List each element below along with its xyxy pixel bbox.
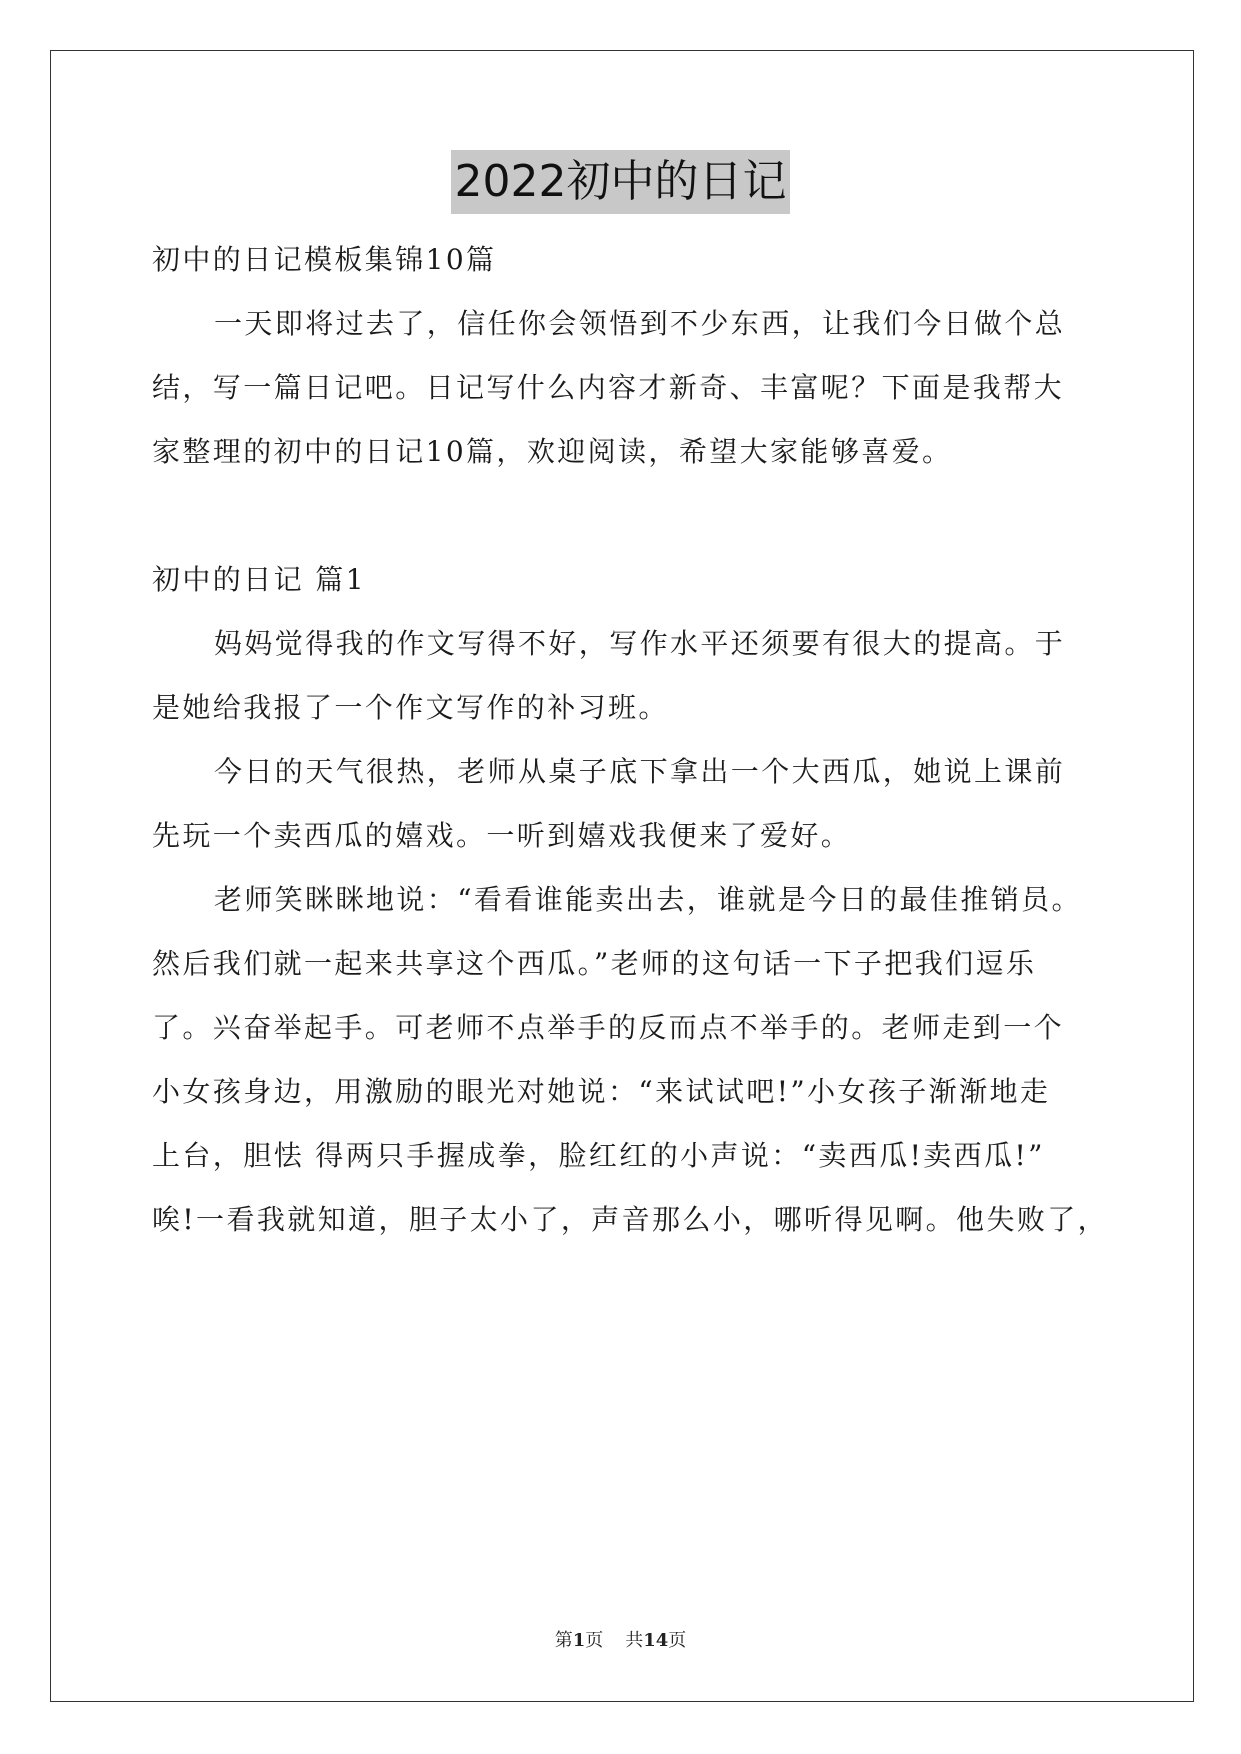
page-total: 14 xyxy=(643,1630,669,1651)
paragraph-line: 上台，胆怯 得两只手握成拳，脸红红的小声说：“卖西瓜!卖西瓜!” xyxy=(152,1139,1045,1172)
page-prefix: 第 xyxy=(554,1630,573,1651)
document-title: 2022初中的日记 xyxy=(451,150,791,214)
section-heading: 初中的日记 篇1 xyxy=(152,563,366,596)
paragraph-line: 一天即将过去了，信任你会领悟到不少东西，让我们今日做个总 xyxy=(214,307,1066,340)
paragraph-line: 妈妈觉得我的作文写得不好，写作水平还须要有很大的提高。于 xyxy=(214,627,1066,660)
paragraph-line: 先玩一个卖西瓜的嬉戏。一听到嬉戏我便来了爱好。 xyxy=(152,819,852,852)
blank-line xyxy=(152,484,1127,548)
total-suffix: 页 xyxy=(668,1630,687,1651)
document-body xyxy=(152,228,1127,1252)
paragraph-line: 是她给我报了一个作文写作的补习班。 xyxy=(152,691,669,724)
paragraph-line: 家整理的初中的日记10篇，欢迎阅读，希望大家能够喜爱。 xyxy=(152,435,953,468)
paragraph-line: 小女孩身边，用激励的眼光对她说：“来试试吧!”小女孩子渐渐地走 xyxy=(152,1075,1051,1108)
paragraph-line: 今日的天气很热，老师从桌子底下拿出一个大西瓜，她说上课前 xyxy=(214,755,1066,788)
paragraph-line: 了。兴奋举起手。可老师不点举手的反而点不举手的。老师走到一个 xyxy=(152,1011,1065,1044)
paragraph-line: 唉!一看我就知道，胆子太小了，声音那么小，哪听得见啊。他失败了， xyxy=(152,1203,1109,1236)
title-container xyxy=(0,150,1241,214)
page-footer xyxy=(0,1626,1241,1652)
total-prefix: 共 xyxy=(625,1630,644,1651)
page-suffix: 页 xyxy=(585,1630,604,1651)
page-current: 1 xyxy=(572,1630,586,1651)
paragraph-line: 结，写一篇日记吧。日记写什么内容才新奇、丰富呢？下面是我帮大 xyxy=(152,371,1065,404)
paragraph-line: 老师笑眯眯地说：“看看谁能卖出去，谁就是今日的最佳推销员。 xyxy=(214,883,1082,916)
paragraph-line: 然后我们就一起来共享这个西瓜。”老师的这句话一下子把我们逗乐 xyxy=(152,947,1037,980)
subtitle-line: 初中的日记模板集锦10篇 xyxy=(152,243,497,276)
